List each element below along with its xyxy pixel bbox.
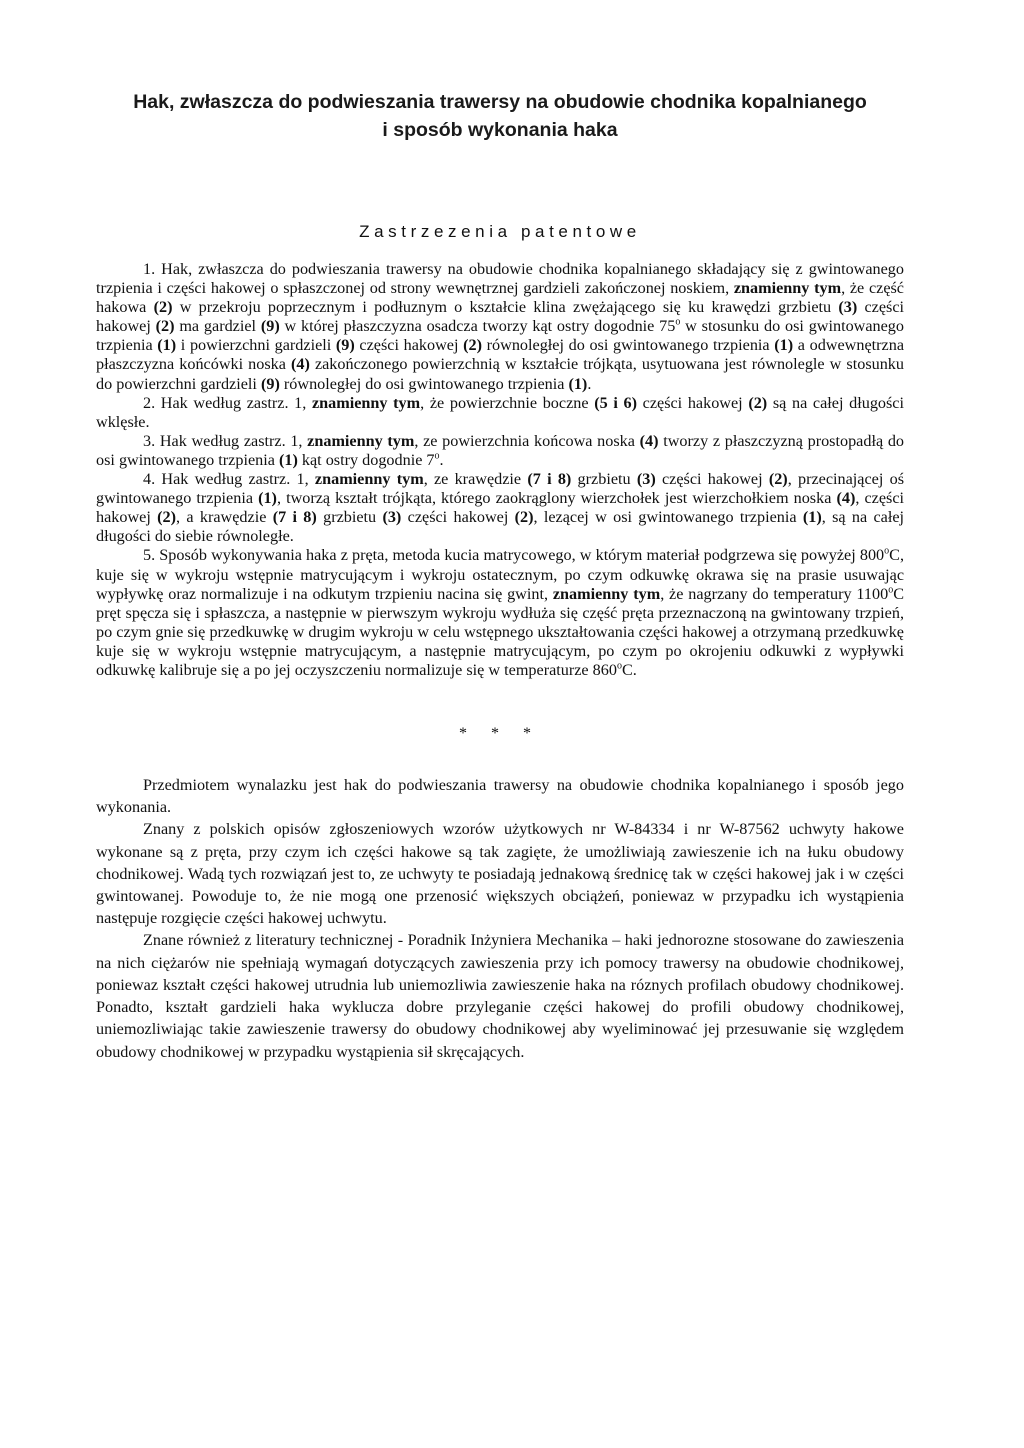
claim-3 (96, 432, 904, 470)
text-run: równoległej do osi gwintowanego trzpienia (279, 374, 569, 393)
text-run: , są na całej długości do siebie równoległe. (96, 508, 905, 546)
superscript-run: o (888, 584, 894, 596)
text-run: C, kuje się w wykroju wstępnie matrycującym i wykroju ostatecznym, po czym odkuwkę okrawa się na prasie usuwając wypływkę oraz normalizuje i na odkutym trzpieniu nacina się gwint, (96, 546, 904, 603)
claims-section (96, 260, 904, 680)
text-run: , ze krawędzie (423, 470, 528, 489)
text-run: . (439, 450, 444, 469)
claim-1 (96, 260, 904, 394)
claim-2 (96, 394, 904, 432)
text-run: , że nagrzany do temperatury 1100 (660, 584, 889, 603)
superscript-run: o (675, 316, 681, 328)
text-run: grzbietu (316, 508, 383, 527)
bold-run: (1) (568, 374, 588, 393)
bold-run: (5 i 6) (594, 393, 637, 412)
text-run: . (587, 374, 592, 393)
bold-run: (1) (278, 450, 298, 469)
text-run: , a krawędzie (176, 508, 273, 527)
superscript-run: o (884, 546, 890, 558)
description-section (96, 774, 904, 1063)
text-run: , ze powierzchnia końcowa noska (414, 431, 640, 450)
text-run: są na całej długości wklęsłe. (96, 393, 904, 431)
text-run: , części hakowej (96, 489, 904, 527)
bold-run: (9) (260, 374, 280, 393)
bold-run: znamienny tym (307, 431, 415, 450)
bold-run: (9) (335, 336, 355, 355)
bold-run: (7 i 8) (527, 470, 572, 489)
text-run: 1. Hak, zwłaszcza do podwieszania trawersy na obudowie chodnika kopalnianego składający się z gwintowanego trzpienia i części hakowej o spłaszczonej od strony wewnętrznej gardzieli zakończonej noskiem, (96, 260, 904, 298)
bold-run: (9) (260, 317, 280, 336)
text-run: części hakowej (655, 470, 769, 489)
text-run: kąt ostry dogodnie 7 (297, 450, 435, 469)
text-run: , że powierzchnie boczne (420, 393, 595, 412)
text-run: 4. Hak według zastrz. 1, (143, 470, 315, 489)
bold-run: (1) (802, 508, 822, 527)
document-page (96, 88, 904, 1063)
description-paragraph-2: Znany z polskich opisów zgłoszeniowych wzorów użytkowych nr W-84334 i nr W-87562 uchwyty hakowe wykonane są z pręta, przy czym ich części hakowe są tak zagięte, że umożliwiają zawieszenie ich na łuku obudowy chodnikowej. Wadą tych rozwiązań jest to, ze uchwyty te posiadają jednakową średnicę tak w części hakowej jak i w części gwintowanej. Powoduje to, że nie mogą one przenosić większych obciążeń, poniewaz w przypadku ich wystąpienia następuje rozgięcie części hakowej uchwytu. (96, 820, 904, 928)
bold-run: (4) (639, 431, 659, 450)
bold-run: (2) (748, 393, 768, 412)
bold-run: znamienny tym (552, 584, 661, 603)
superscript-run: o (616, 660, 622, 672)
title-line-2: i sposób wykonania haka (382, 119, 618, 141)
text-run: części hakowej (96, 298, 905, 336)
text-run: w której płaszczyzna osadcza tworzy kąt ostry dogodnie 75 (279, 317, 676, 336)
bold-run: (1) (258, 489, 277, 508)
text-run: 5. Sposób wykonywania haka z pręta, metoda kucia matrycowego, w którym materiał podgrzewa się powyżej 800 (143, 546, 885, 565)
bold-run: (1) (157, 336, 177, 355)
description-paragraph-1: Przedmiotem wynalazku jest hak do podwieszania trawersy na obudowie chodnika kopalnianego i sposób jego wykonania. (96, 776, 904, 817)
text-run: i powierzchni gardzieli (176, 336, 336, 355)
bold-run: (2) (155, 317, 175, 336)
claims-heading: Zastrzezenia patentowe (359, 222, 641, 241)
bold-run: znamienny tym (314, 470, 424, 489)
text-run: C pręt spęcza się i spłaszcza, a następnie w pierwszym wykroju wydłuża się część pręta przeznaczoną na gwintowany trzpień, po czym gnie się przedkuwkę w drugim wykroju w celu wstępnego ukształtowania części hakowej a otrzymaną przedkuwkę kuje się w wykroju wstępnie matrycującym, a następnie matrycującym, po czym po okrojeniu odkuwki z wypływki odkuwkę kalibruje się a po jej oczyszczeniu normalizuje się w temperaturze 860 (96, 584, 905, 679)
text-run: części hakowej (354, 336, 464, 355)
text-run: , przecinającej oś gwintowanego trzpienia (96, 470, 904, 508)
bold-run: (3) (838, 298, 858, 317)
bold-run: (3) (636, 470, 656, 489)
document-title (96, 88, 904, 144)
text-run: części hakowej (401, 508, 515, 527)
bold-run: (3) (382, 508, 402, 527)
claim-5 (96, 546, 904, 680)
claim-4 (96, 470, 904, 546)
text-run: C. (621, 660, 637, 679)
bold-run: znamienny tym (733, 279, 842, 298)
text-run: równoległej do osi gwintowanego trzpienia (482, 336, 775, 355)
bold-run: (4) (291, 355, 310, 374)
text-run: części hakowej (636, 393, 749, 412)
superscript-run: o (434, 450, 440, 462)
text-run: w przekroju poprzecznym i podłuznym o kształcie klina zwężającego się ku krawędzi grzbietu (172, 298, 839, 317)
bold-run: (2) (514, 508, 534, 527)
text-run: w stosunku do osi gwintowanego trzpienia (96, 317, 904, 355)
bold-run: (2) (157, 508, 177, 527)
text-run: , tworzą kształt trójkąta, którego zaokrąglony wierzchołek jest wierzchołkiem noska (276, 489, 837, 508)
text-run: zakończonego powierzchnią w kształcie trójkąta, usytuowana jest równolegle w stosunku do powierzchni gardzieli (96, 355, 904, 393)
bold-run: (1) (774, 336, 794, 355)
text-run: tworzy z płaszczyzną prostopadłą do osi gwintowanego trzpienia (96, 431, 905, 469)
bold-run: znamienny tym (311, 393, 421, 412)
text-run: , że część hakowa (96, 279, 904, 317)
text-run: , lezącej w osi gwintowanego trzpienia (533, 508, 803, 527)
description-paragraph-3: Znane również z literatury technicznej - Poradnik Inżyniera Mechanika – haki jednorozne stosowane do zawieszenia na nich ciężarów nie spełniają wymagań dotyczących zawieszenia przy ich pomocy trawersy na obudowie chodnikowej, poniewaz kształt części hakowej utrudnia lub uniemozliwia zawieszenie haka na róznych profilach obudowy chodnikowej. Ponadto, kształt gardzieli haka wyklucza dobre przyleganie części hakowej do profili obudowy chodnikowej, uniemozliwiając takie zawieszenie trawersy do obudowy chodnikowej aby wyeliminować jej przesuwanie się względem obudowy chodnikowej w przypadku wystąpienia sił skręcających. (96, 931, 904, 1061)
text-run: 3. Hak według zastrz. 1, (143, 431, 308, 450)
text-run: grzbietu (571, 470, 637, 489)
text-run: a odwewnętrzna płaszczyzna końcówki noska (96, 336, 904, 374)
bold-run: (7 i 8) (272, 508, 317, 527)
bold-run: (4) (836, 489, 856, 508)
section-separator: * * * (459, 725, 541, 743)
text-run: ma gardziel (174, 317, 261, 336)
bold-run: (2) (463, 336, 482, 355)
bold-run: (2) (768, 470, 788, 489)
bold-run: (2) (153, 298, 173, 317)
text-run: 2. Hak według zastrz. 1, (143, 393, 312, 412)
title-line-1: Hak, zwłaszcza do podwieszania trawersy na obudowie chodnika kopalnianego (133, 91, 867, 113)
